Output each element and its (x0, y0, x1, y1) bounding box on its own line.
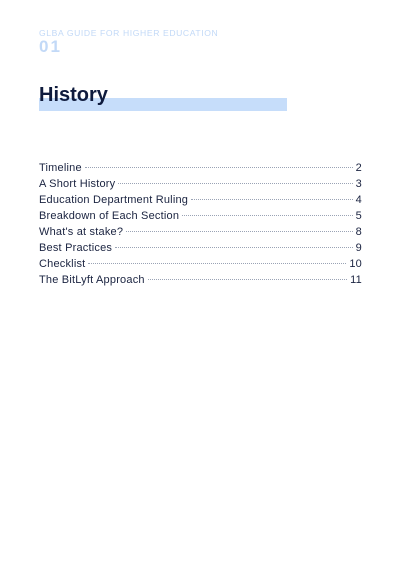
section-number: 01 (39, 37, 62, 56)
toc-entry-page: 3 (355, 178, 362, 190)
page-title-block (39, 84, 287, 112)
toc-entry-label: Timeline (39, 162, 82, 174)
table-of-contents (39, 162, 362, 290)
toc-entry-page: 9 (355, 242, 362, 254)
toc-entry-page: 11 (350, 274, 362, 286)
toc-entry-label: Checklist (39, 258, 86, 270)
guide-kicker: GLBA GUIDE FOR HIGHER EDUCATION (39, 28, 219, 38)
toc-entry-breakdown[interactable] (39, 210, 362, 226)
toc-entry-timeline[interactable] (39, 162, 362, 178)
toc-entry-page: 5 (355, 210, 362, 222)
toc-dot-leader (115, 247, 353, 248)
toc-entry-label: What's at stake? (39, 226, 124, 238)
toc-entry-education-department-ruling[interactable] (39, 194, 362, 210)
toc-dot-leader (191, 199, 353, 200)
toc-dot-leader (182, 215, 353, 216)
page-title: History (39, 84, 108, 106)
toc-entry-label: Education Department Ruling (39, 194, 189, 206)
toc-dot-leader (126, 231, 353, 232)
toc-entry-best-practices[interactable] (39, 242, 362, 258)
toc-entry-bitlyft-approach[interactable] (39, 274, 362, 290)
toc-entry-page: 4 (355, 194, 362, 206)
toc-entry-short-history[interactable] (39, 178, 362, 194)
toc-dot-leader (148, 279, 347, 280)
toc-entry-label: The BitLyft Approach (39, 274, 145, 286)
toc-entry-page: 10 (349, 258, 362, 270)
toc-dot-leader (88, 263, 346, 264)
toc-entry-label: Best Practices (39, 242, 113, 254)
toc-entry-page: 8 (355, 226, 362, 238)
toc-dot-leader (118, 183, 352, 184)
toc-entry-label: A Short History (39, 178, 116, 190)
toc-entry-whats-at-stake[interactable] (39, 226, 362, 242)
toc-entry-label: Breakdown of Each Section (39, 210, 180, 222)
toc-entry-checklist[interactable] (39, 258, 362, 274)
toc-dot-leader (85, 167, 353, 168)
toc-entry-page: 2 (355, 162, 362, 174)
